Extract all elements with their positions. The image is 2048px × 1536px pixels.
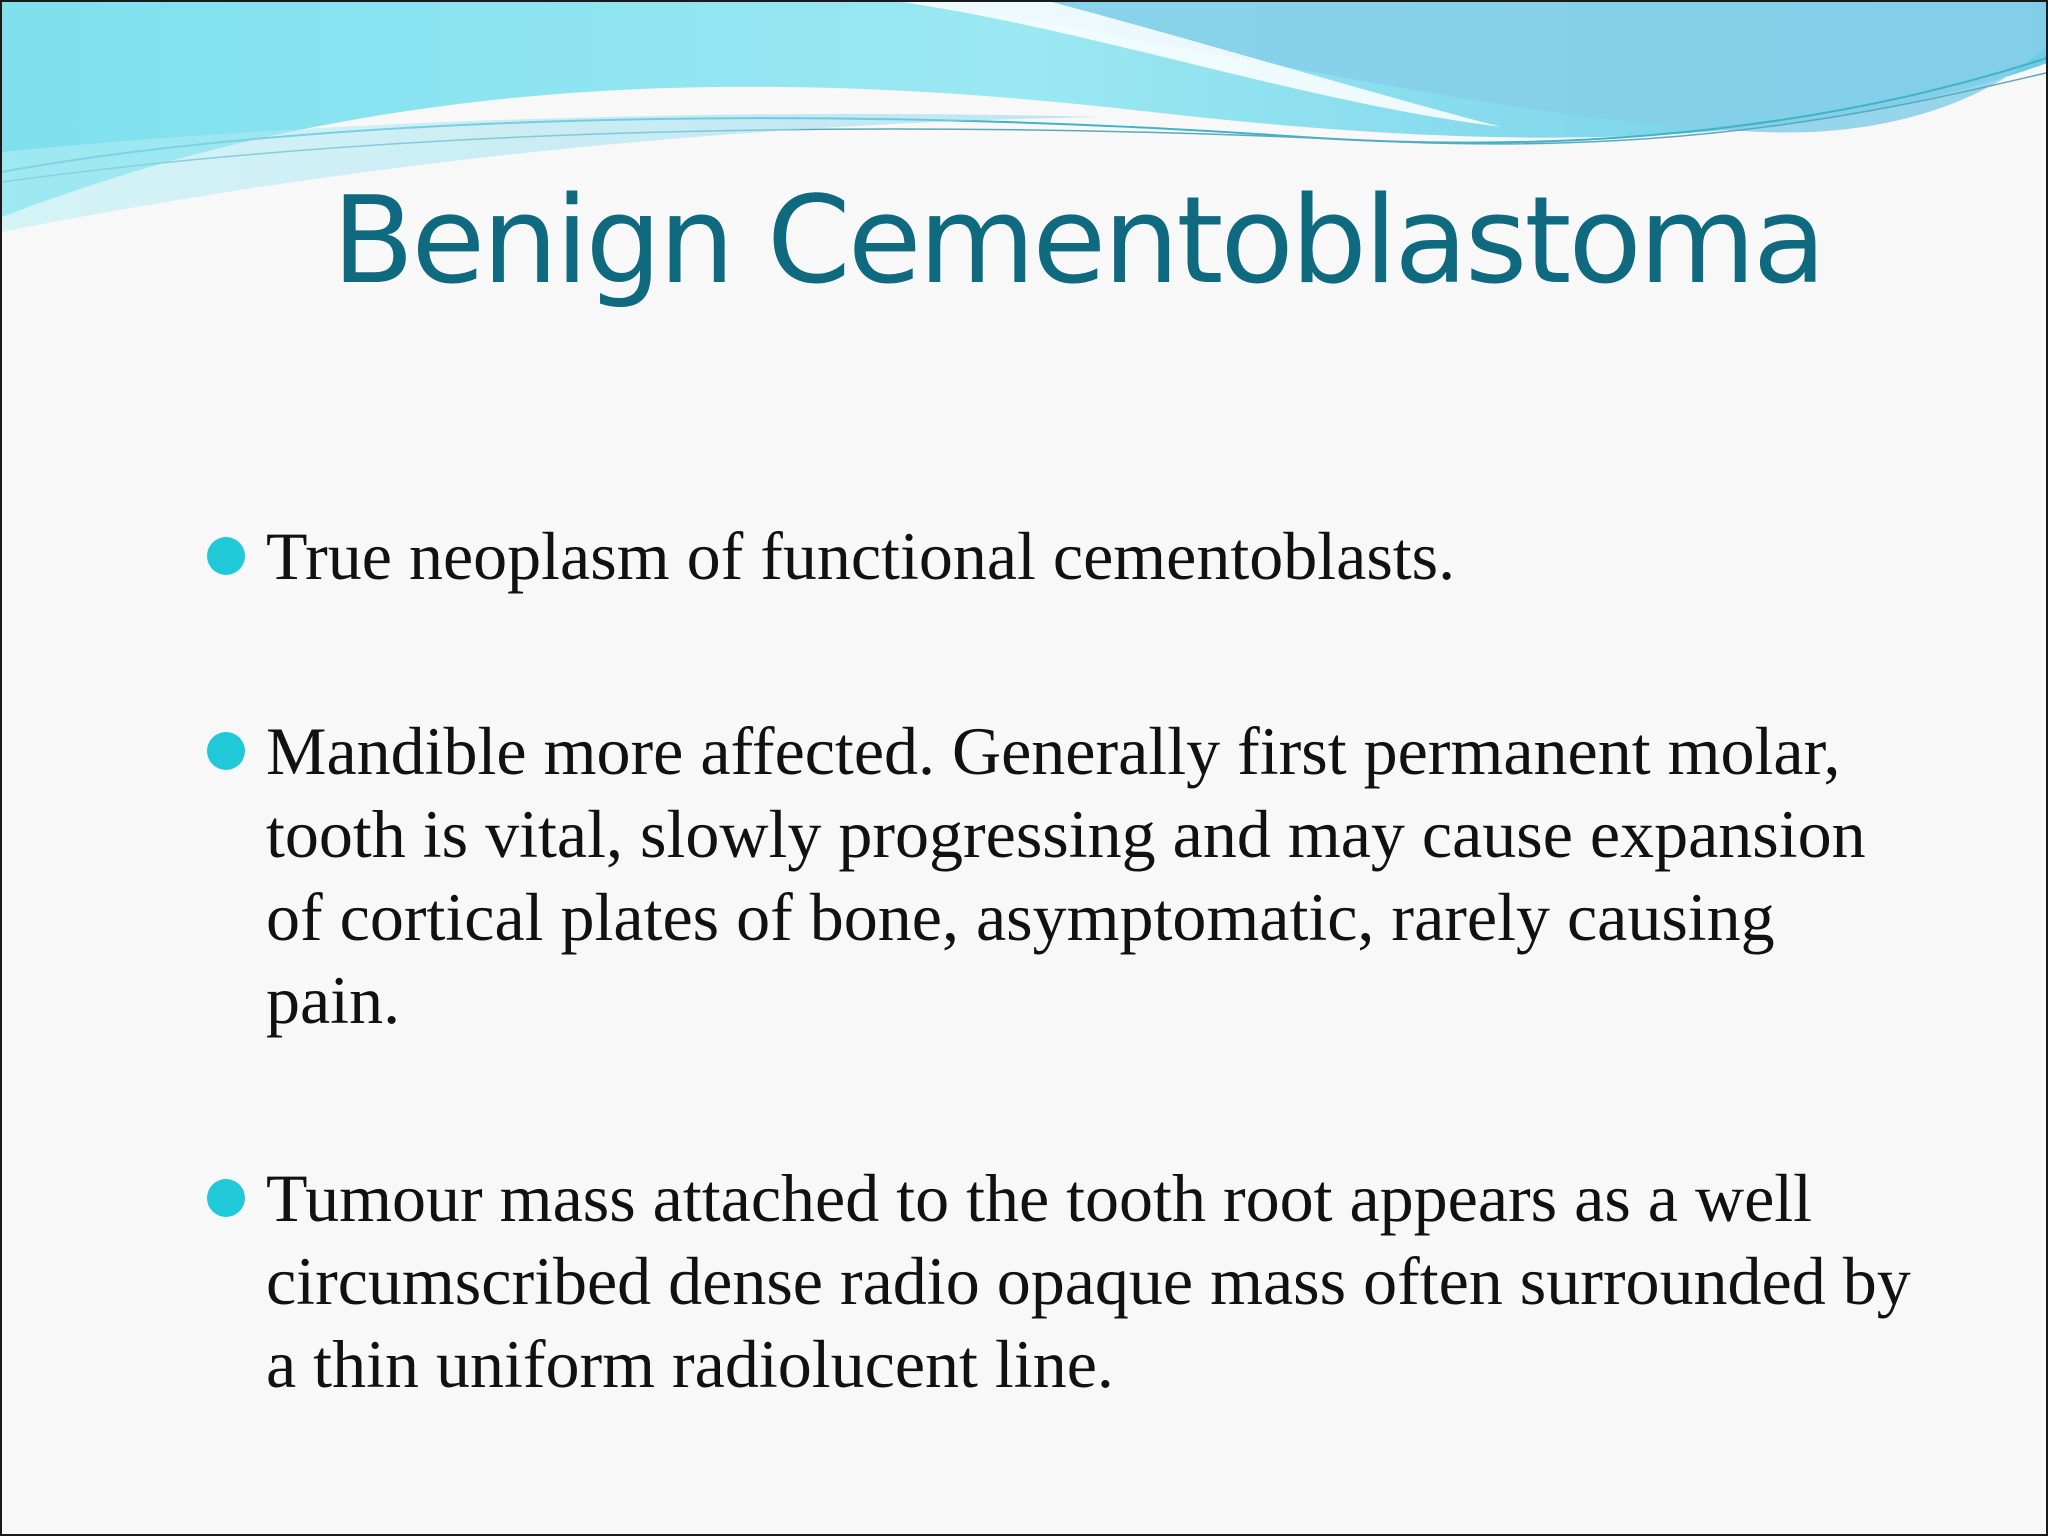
bullet-circle-icon [207, 1179, 245, 1217]
slide-title: Benign Cementoblastoma [332, 172, 1824, 311]
bullet-list [2, 2, 2048, 1536]
bullet-text: True neoplasm of functional cementoblasts. [266, 518, 1456, 594]
bullet-text: Tumour mass attached to the tooth root appears as a well circumscribed dense radio opaque mass often surrounded by a thin uniform radiolucent line. [266, 1160, 1911, 1402]
bullet-circle-icon [207, 732, 245, 770]
bullet-circle-icon [207, 537, 245, 575]
bullet-text: Mandible more affected. Generally first permanent molar, tooth is vital, slowly progressing and may cause expansion of cortical plates of bone, asymptomatic, rarely causing pain. [266, 713, 1866, 1038]
